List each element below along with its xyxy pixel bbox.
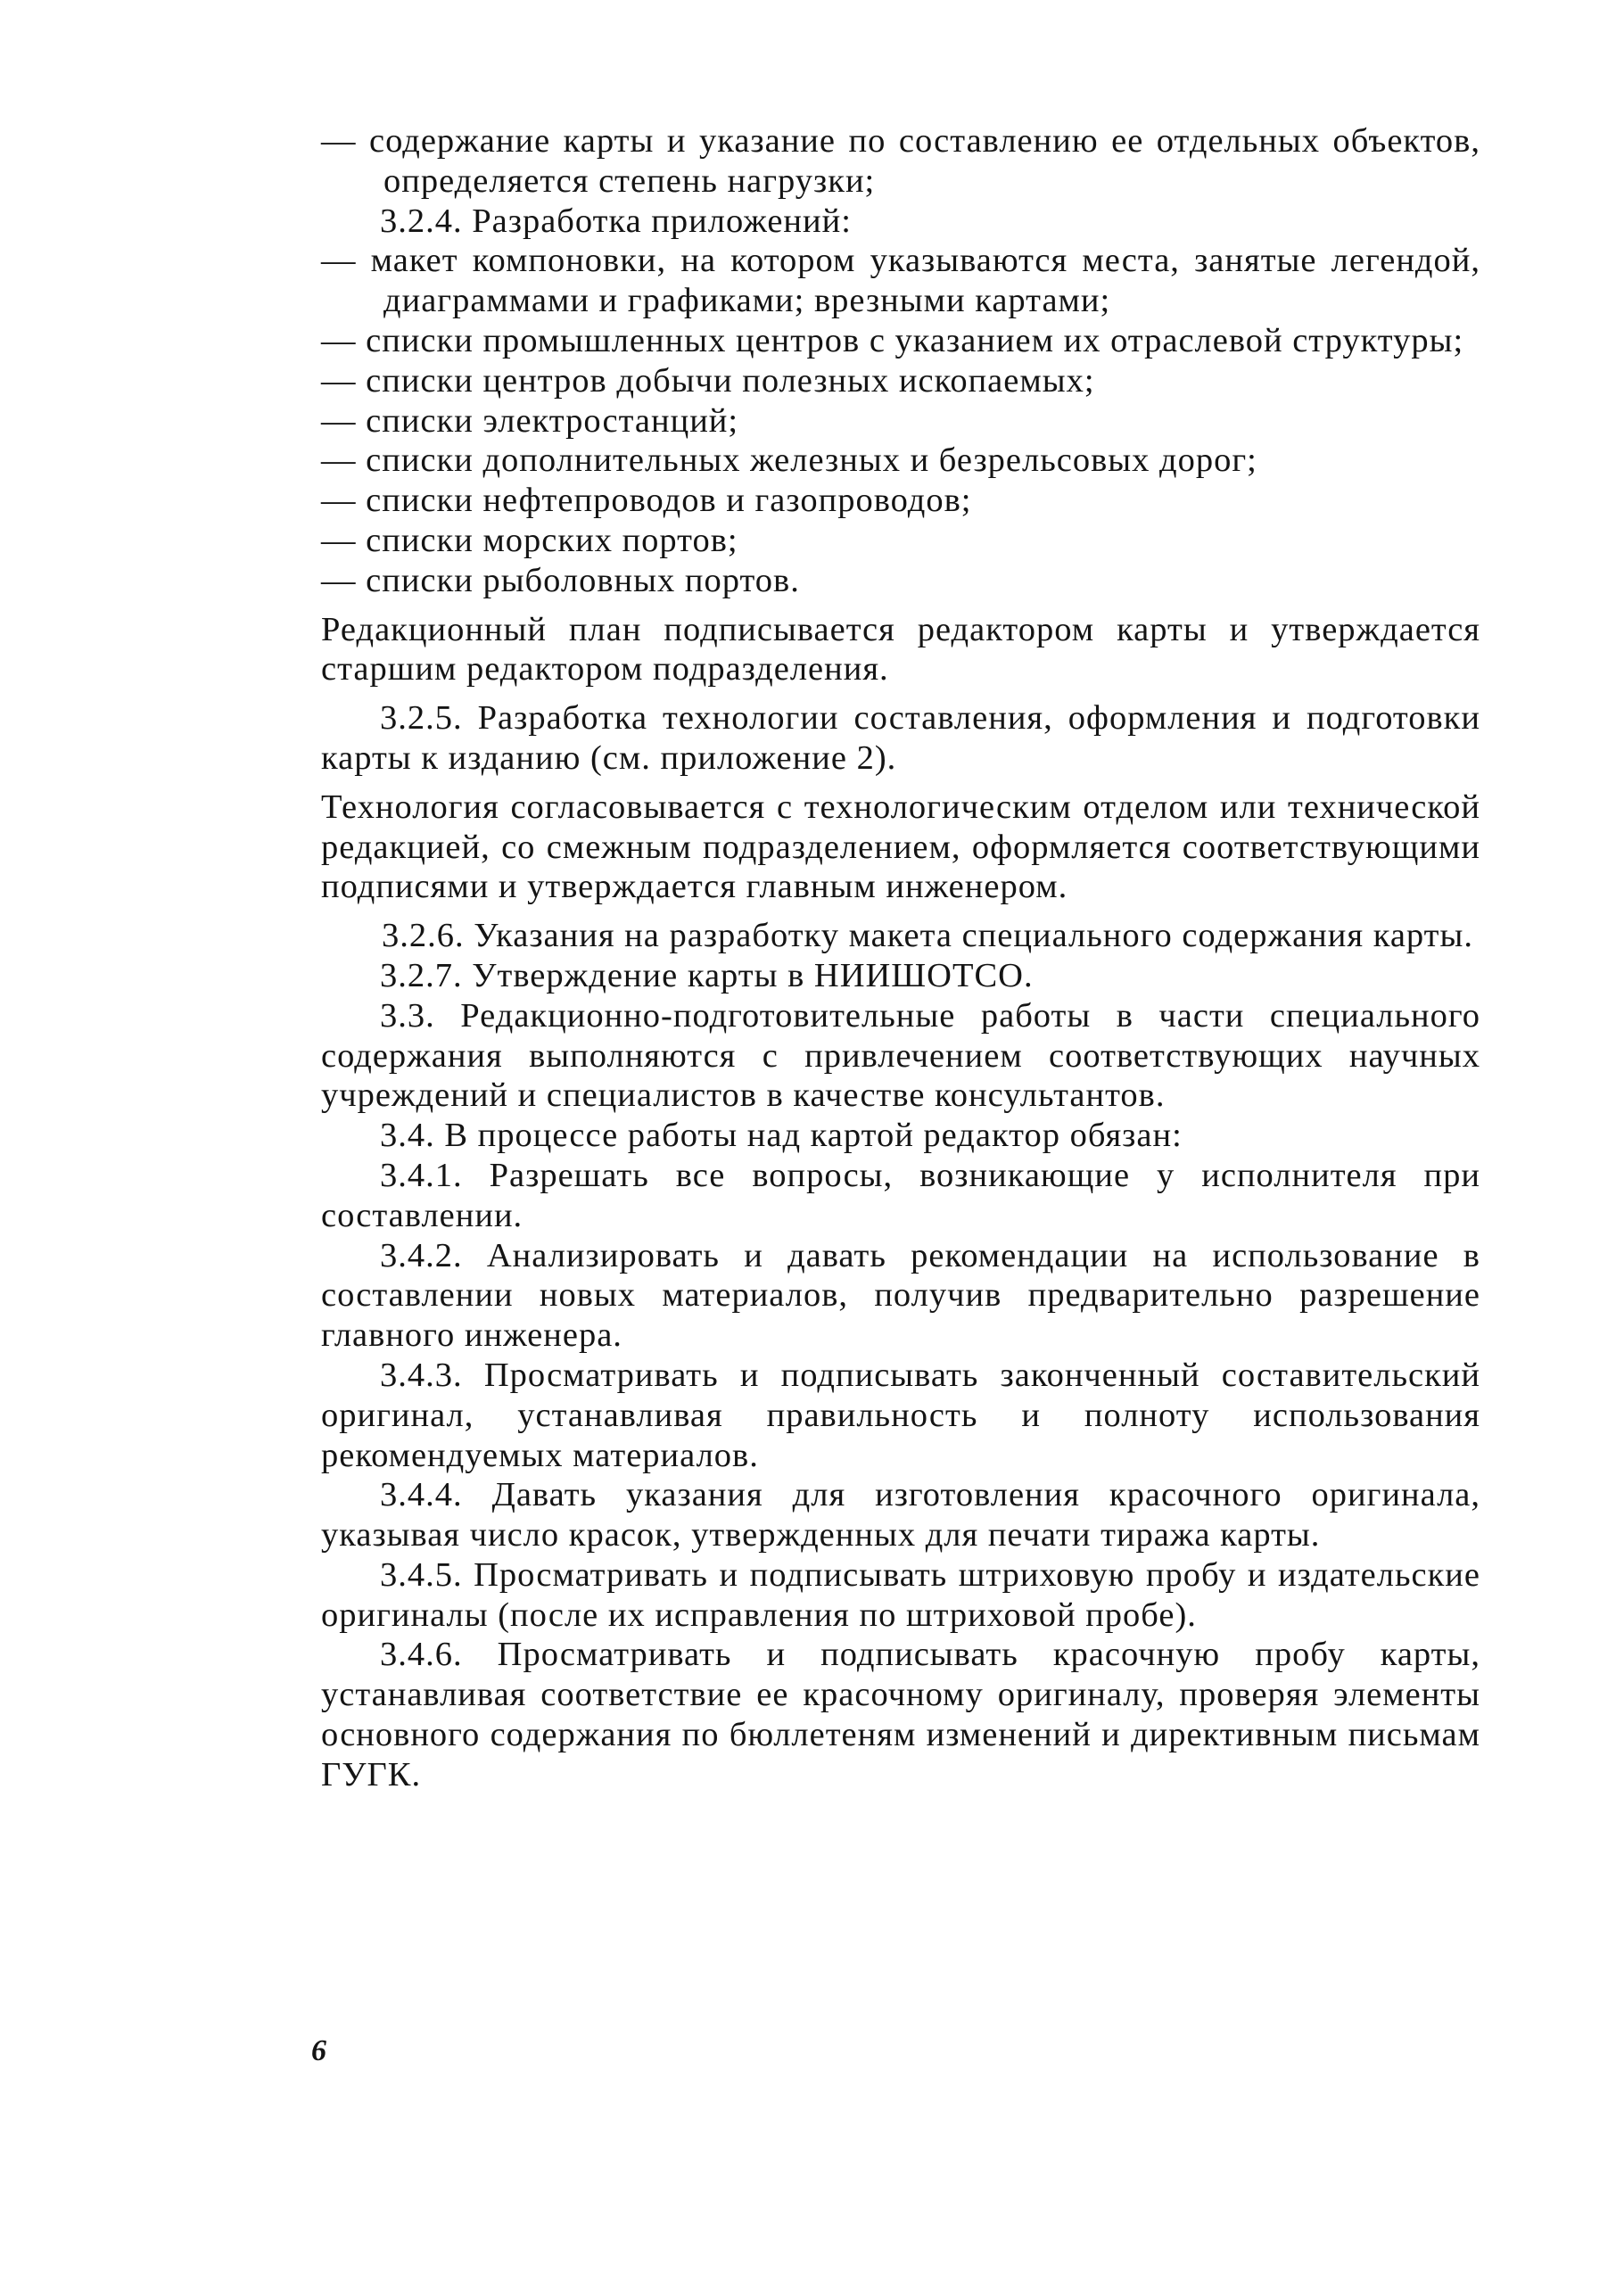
paragraph: 3.4.1. Разрешать все вопросы, возникающие у исполнителя при составлении.: [321, 1156, 1480, 1234]
paragraph: 3.2.5. Разработка технологии составления, оформления и подготовки карты к изданию (см. приложение 2).: [321, 699, 1480, 777]
paragraph: Технология согласовывается с технологическим отделом или технической редакцией, со смежным подразделением, оформляется соответствующими подписями и утверждается главным инженером.: [321, 788, 1480, 906]
paragraph: 3.4.4. Давать указания для изготовления красочного оригинала, указывая число красок, утвержденных для печати тиража карты.: [321, 1476, 1480, 1554]
paragraph: — содержание карты и указание по составлению ее отдельных объектов, определяется степень нагрузки;: [321, 122, 1480, 200]
paragraph: 3.4. В процессе работы над картой редактор обязан:: [380, 1117, 1183, 1155]
paragraph: Редакционный план подписывается редактором карты и утверждается старшим редактором подразделения.: [321, 610, 1480, 689]
paragraph: — макет компоновки, на котором указываются места, занятые легендой, диаграммами и графиками; врезными картами;: [321, 242, 1480, 320]
paragraph: 3.2.6. Указания на разработку макета специального содержания карты.: [382, 917, 1473, 955]
paragraph: — списки морских портов;: [321, 521, 738, 559]
paragraph: — списки дополнительных железных и безрельсовых дорог;: [321, 441, 1257, 480]
paragraph: 3.4.3. Просматривать и подписывать законченный составительский оригинал, устанавливая правильность и полноту использования рекомендуемых материалов.: [321, 1356, 1480, 1474]
paragraph: — списки центров добычи полезных ископаемых;: [321, 361, 1095, 400]
paragraph: — списки нефтепроводов и газопроводов;: [321, 482, 972, 520]
paragraph: 3.4.6. Просматривать и подписывать красочную пробу карты, устанавливая соответствие ее красочному оригиналу, проверяя элементы основного содержания по бюллетеням изменений и директивным письмам ГУГК.: [321, 1636, 1480, 1794]
paragraph: 3.4.2. Анализировать и давать рекомендации на использование в составлении новых материалов, получив предварительно разрешение главного инженера.: [321, 1236, 1480, 1355]
paragraph: 3.4.5. Просматривать и подписывать штриховую пробу и издательские оригиналы (после их исправления по штриховой пробе).: [321, 1555, 1480, 1634]
paragraph: 3.3. Редакционно-подготовительные работы в части специального содержания выполняются с привлечением соответствующих научных учреждений и специалистов в качестве консультантов.: [321, 996, 1480, 1115]
paragraph: — списки рыболовных портов.: [321, 561, 800, 599]
paragraph: 3.2.4. Разработка приложений:: [380, 202, 852, 240]
paragraph: — списки промышленных центров с указанием их отраслевой структуры;: [321, 321, 1464, 359]
body-text: [321, 121, 1480, 1795]
page-number: 6: [311, 2034, 326, 2067]
paragraph: 3.2.7. Утверждение карты в НИИШОТСО.: [380, 956, 1034, 994]
paragraph: — списки электростанций;: [321, 401, 739, 440]
